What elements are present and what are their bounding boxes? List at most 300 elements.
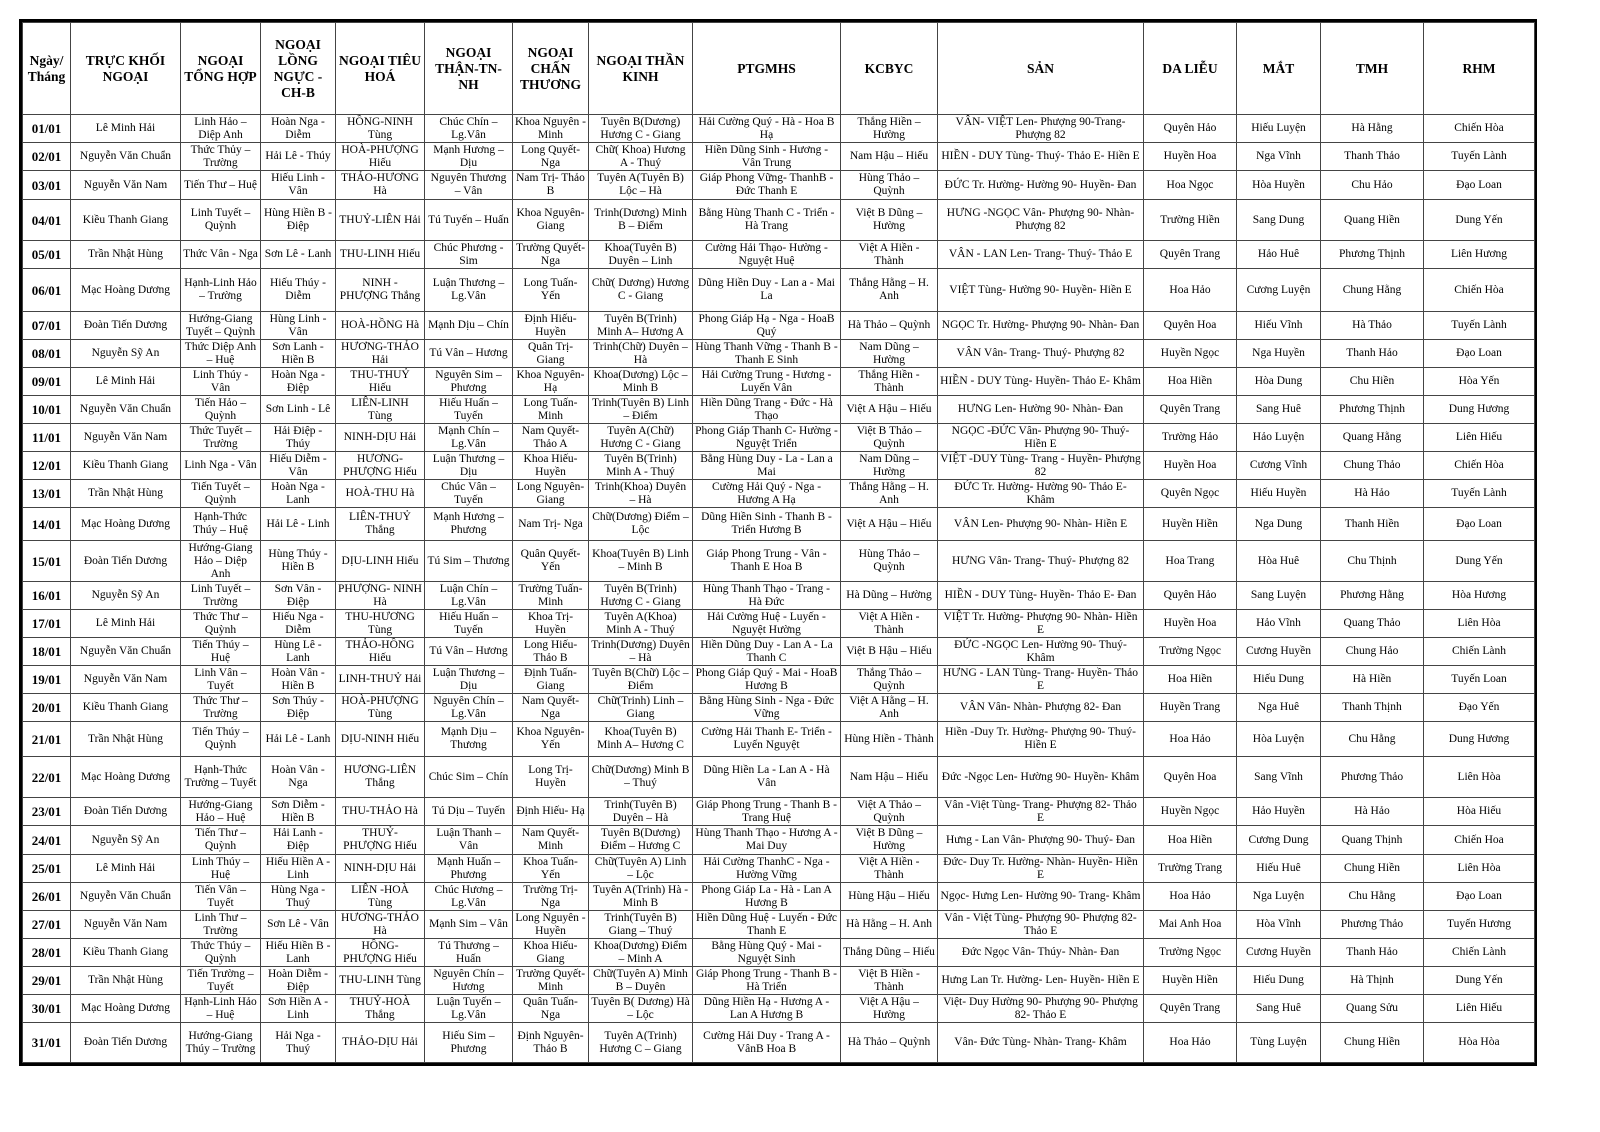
cell-dermatology: Hoa Hảo	[1144, 722, 1237, 757]
cell-anesthesia: Dũng Hiền Sinh - Thanh B - Triển Hương B	[693, 508, 841, 541]
cell-ophthalmology: Nga Vĩnh	[1237, 143, 1321, 171]
cell-anesthesia: Hải Cường Quý - Hà - Hoa B Hạ	[693, 115, 841, 143]
cell-dermatology: Trường Trang	[1144, 855, 1237, 883]
cell-kcbyc: Việt B Hiền - Thành	[841, 967, 938, 995]
cell-dental: Tuyến Lành	[1424, 312, 1535, 340]
cell-dermatology: Quyên Trang	[1144, 396, 1237, 424]
cell-trauma-surgery: Trường Quyết- Nga	[513, 241, 589, 269]
cell-digestive-surgery: NINH - PHƯỢNG Thắng	[336, 269, 425, 312]
cell-ophthalmology: Nga Dung	[1237, 508, 1321, 541]
cell-date: 30/01	[23, 995, 71, 1023]
cell-urology-surgery: Tú Thương – Huấn	[425, 939, 513, 967]
cell-duty-chief: Đoàn Tiến Dương	[71, 541, 181, 582]
cell-duty-chief: Mạc Hoàng Dương	[71, 269, 181, 312]
cell-obstetrics: Ngọc- Hưng Len- Hường 90- Trang- Khâm	[938, 883, 1144, 911]
header-thoracic-surgery: NGOẠI LỒNG NGỰC -CH-B	[261, 23, 336, 115]
cell-ent: Quang Hiền	[1321, 200, 1424, 241]
cell-ophthalmology: Hảo Luyện	[1237, 424, 1321, 452]
cell-trauma-surgery: Khoa Nguyên - Minh	[513, 115, 589, 143]
cell-duty-chief: Kiều Thanh Giang	[71, 694, 181, 722]
cell-ophthalmology: Cương Vĩnh	[1237, 452, 1321, 480]
cell-ophthalmology: Cương Dung	[1237, 826, 1321, 855]
cell-ent: Hà Hảo	[1321, 798, 1424, 826]
cell-duty-chief: Đoàn Tiến Dương	[71, 798, 181, 826]
cell-anesthesia: Hiền Dũng Huệ - Luyến - Đức Thanh E	[693, 911, 841, 939]
cell-digestive-surgery: DỊU-NINH Hiếu	[336, 722, 425, 757]
cell-obstetrics: Vân -Việt Tùng- Trang- Phượng 82- Thảo E	[938, 798, 1144, 826]
cell-ent: Phương Thịnh	[1321, 396, 1424, 424]
cell-ophthalmology: Cương Huyền	[1237, 939, 1321, 967]
cell-urology-surgery: Tú Vân – Hương	[425, 638, 513, 666]
cell-general-surgery: Tiến Hảo – Quỳnh	[181, 396, 261, 424]
cell-urology-surgery: Chúc Sim – Chín	[425, 757, 513, 798]
cell-date: 05/01	[23, 241, 71, 269]
cell-trauma-surgery: Định Tuấn- Giang	[513, 666, 589, 694]
cell-thoracic-surgery: Hoàn Nga - Lanh	[261, 480, 336, 508]
cell-general-surgery: Tiến Thư – Quỳnh	[181, 826, 261, 855]
cell-trauma-surgery: Long Trị- Huyền	[513, 757, 589, 798]
cell-duty-chief: Nguyễn Sỹ An	[71, 582, 181, 610]
cell-obstetrics: HƯNG -NGỌC Vân- Phượng 90- Nhàn- Phượng 82	[938, 200, 1144, 241]
header-ophthalmology: MẮT	[1237, 23, 1321, 115]
cell-general-surgery: Hướng-Giang Hảo – Huệ	[181, 798, 261, 826]
header-date: Ngày/ Tháng	[23, 23, 71, 115]
cell-trauma-surgery: Quân Quyết- Yến	[513, 541, 589, 582]
cell-digestive-surgery: THUỶ-HOÀ Thắng	[336, 995, 425, 1023]
header-dermatology: DA LIỄU	[1144, 23, 1237, 115]
cell-general-surgery: Linh Thúy – Huệ	[181, 855, 261, 883]
cell-urology-surgery: Luận Tuyến – Lg.Vân	[425, 995, 513, 1023]
cell-general-surgery: Tiến Trường – Tuyết	[181, 967, 261, 995]
table-row	[23, 722, 1535, 757]
cell-digestive-surgery: LINH-THUỶ Hải	[336, 666, 425, 694]
cell-general-surgery: Thức Thư – Quỳnh	[181, 610, 261, 638]
cell-dental: Chiến Hoa	[1424, 826, 1535, 855]
cell-obstetrics: HƯNG - LAN Tùng- Trang- Huyền- Thảo E	[938, 666, 1144, 694]
cell-duty-chief: Nguyễn Văn Chuẩn	[71, 143, 181, 171]
cell-dental: Dung Yến	[1424, 967, 1535, 995]
cell-dental: Dung Hương	[1424, 396, 1535, 424]
cell-dermatology: Hoa Hiền	[1144, 666, 1237, 694]
cell-duty-chief: Đoàn Tiến Dương	[71, 312, 181, 340]
header-duty-chief: TRỰC KHỐI NGOẠI	[71, 23, 181, 115]
table-row	[23, 424, 1535, 452]
cell-kcbyc: Thắng Hằng – H. Anh	[841, 480, 938, 508]
cell-ophthalmology: Hảo Huê	[1237, 241, 1321, 269]
cell-digestive-surgery: HỒNG- PHƯỢNG Hiếu	[336, 939, 425, 967]
cell-neurosurgery: Trinh(Khoa) Duyên – Hà	[589, 480, 693, 508]
cell-urology-surgery: Mạnh Chín – Lg.Vân	[425, 424, 513, 452]
cell-dental: Liên Hiếu	[1424, 995, 1535, 1023]
cell-date: 20/01	[23, 694, 71, 722]
cell-dental: Tuyến Lành	[1424, 480, 1535, 508]
cell-dermatology: Mai Anh Hoa	[1144, 911, 1237, 939]
cell-general-surgery: Linh Thư – Trường	[181, 911, 261, 939]
cell-ent: Hà Thịnh	[1321, 967, 1424, 995]
cell-date: 08/01	[23, 340, 71, 368]
cell-thoracic-surgery: Hùng Thúy - Hiền B	[261, 541, 336, 582]
cell-ophthalmology: Hảo Huyền	[1237, 798, 1321, 826]
cell-thoracic-surgery: Hải Lê - Thúy	[261, 143, 336, 171]
cell-obstetrics: HIỀN - DUY Tùng- Huyền- Thảo E- Đan	[938, 582, 1144, 610]
cell-trauma-surgery: Nam Quyết- Nga	[513, 694, 589, 722]
table-row	[23, 241, 1535, 269]
cell-dental: Tuyến Loan	[1424, 666, 1535, 694]
header-kcbyc: KCBYC	[841, 23, 938, 115]
cell-digestive-surgery: THẢO-HỒNG Hiếu	[336, 638, 425, 666]
cell-dermatology: Huyền Ngọc	[1144, 340, 1237, 368]
cell-ent: Hà Thảo	[1321, 312, 1424, 340]
cell-thoracic-surgery: Hiếu Linh - Vân	[261, 171, 336, 200]
cell-urology-surgery: Hiếu Sim – Phương	[425, 1023, 513, 1063]
table-row	[23, 666, 1535, 694]
cell-trauma-surgery: Khoa Tuấn- Yến	[513, 855, 589, 883]
cell-anesthesia: Hùng Thanh Vững - Thanh B - Thanh E Sinh	[693, 340, 841, 368]
cell-urology-surgery: Mạnh Dịu – Thương	[425, 722, 513, 757]
cell-neurosurgery: Tuyên B(Trinh) Minh A - Thuý	[589, 452, 693, 480]
cell-obstetrics: Hưng Lan Tr. Hường- Len- Huyền- Hiền E	[938, 967, 1144, 995]
cell-kcbyc: Thắng Thảo – Quỳnh	[841, 666, 938, 694]
cell-kcbyc: Hùng Hậu – Hiếu	[841, 883, 938, 911]
cell-ent: Chung Hằng	[1321, 269, 1424, 312]
table-row	[23, 452, 1535, 480]
cell-digestive-surgery: THU-THUỶ Hiếu	[336, 368, 425, 396]
cell-general-surgery: Tiến Thư – Huệ	[181, 171, 261, 200]
cell-kcbyc: Việt B Thảo – Quỳnh	[841, 424, 938, 452]
cell-ophthalmology: Nga Luyện	[1237, 883, 1321, 911]
header-neurosurgery: NGOẠI THẦN KINH	[589, 23, 693, 115]
cell-dental: Liên Hòa	[1424, 855, 1535, 883]
cell-obstetrics: NGỌC Tr. Hường- Phượng 90- Nhàn- Đan	[938, 312, 1144, 340]
cell-date: 31/01	[23, 1023, 71, 1063]
cell-neurosurgery: Chữ(Trinh) Linh – Giang	[589, 694, 693, 722]
cell-anesthesia: Giáp Phong Vững- ThanhB - Đức Thanh E	[693, 171, 841, 200]
cell-dermatology: Quyên Hảo	[1144, 115, 1237, 143]
cell-neurosurgery: Trinh(Dương) Duyên – Hà	[589, 638, 693, 666]
cell-trauma-surgery: Long Nguyên- Giang	[513, 480, 589, 508]
table-row	[23, 143, 1535, 171]
cell-date: 11/01	[23, 424, 71, 452]
cell-date: 26/01	[23, 883, 71, 911]
table-row	[23, 757, 1535, 798]
cell-thoracic-surgery: Sơn Lanh - Hiền B	[261, 340, 336, 368]
cell-obstetrics: HƯNG Vân- Trang- Thuý- Phượng 82	[938, 541, 1144, 582]
cell-urology-surgery: Tú Tuyến – Huấn	[425, 200, 513, 241]
cell-thoracic-surgery: Hoàn Nga - Điệp	[261, 368, 336, 396]
cell-date: 22/01	[23, 757, 71, 798]
duty-schedule-frame	[19, 19, 1537, 1066]
cell-dental: Hòa Hòa	[1424, 1023, 1535, 1063]
cell-anesthesia: Hải Cường ThanhC - Nga - Hường Vững	[693, 855, 841, 883]
cell-neurosurgery: Chữ(Dương) Minh B – Thuý	[589, 757, 693, 798]
cell-urology-surgery: Nguyên Chín – Hương	[425, 967, 513, 995]
cell-general-surgery: Thức Diệp Anh – Huệ	[181, 340, 261, 368]
cell-neurosurgery: Khoa(Dương) Điểm – Minh A	[589, 939, 693, 967]
cell-digestive-surgery: DỊU-LINH Hiếu	[336, 541, 425, 582]
header-row	[23, 23, 1535, 115]
cell-trauma-surgery: Định Hiếu- Huyền	[513, 312, 589, 340]
cell-trauma-surgery: Quân Tuấn- Nga	[513, 995, 589, 1023]
cell-general-surgery: Hạnh-Linh Hảo – Huệ	[181, 995, 261, 1023]
cell-digestive-surgery: HOÀ-PHƯỢNG Hiếu	[336, 143, 425, 171]
table-row	[23, 396, 1535, 424]
cell-trauma-surgery: Khoa Nguyên- Yến	[513, 722, 589, 757]
cell-neurosurgery: Trinh(Tuyên B) Linh – Điểm	[589, 396, 693, 424]
cell-kcbyc: Việt A Hậu – Hiếu	[841, 396, 938, 424]
table-row	[23, 269, 1535, 312]
cell-digestive-surgery: PHƯỢNG- NINH Hà	[336, 582, 425, 610]
cell-general-surgery: Thức Tuyết – Trường	[181, 424, 261, 452]
cell-duty-chief: Mạc Hoàng Dương	[71, 757, 181, 798]
cell-thoracic-surgery: Sơn Lê - Lanh	[261, 241, 336, 269]
table-row	[23, 939, 1535, 967]
cell-urology-surgery: Nguyên Thương – Vân	[425, 171, 513, 200]
cell-obstetrics: ĐỨC -NGỌC Len- Hường 90- Thuý- Khâm	[938, 638, 1144, 666]
cell-ent: Chung Thảo	[1321, 452, 1424, 480]
cell-obstetrics: NGỌC -ĐỨC Vân- Phượng 90- Thuý- Hiền E	[938, 424, 1144, 452]
cell-thoracic-surgery: Sơn Linh - Lê	[261, 396, 336, 424]
cell-ophthalmology: Hảo Vĩnh	[1237, 610, 1321, 638]
cell-general-surgery: Linh Hảo – Diệp Anh	[181, 115, 261, 143]
cell-obstetrics: VÂN Vân- Trang- Thuý- Phượng 82	[938, 340, 1144, 368]
cell-digestive-surgery: THU-THẢO Hà	[336, 798, 425, 826]
cell-kcbyc: Nam Dũng – Hường	[841, 340, 938, 368]
cell-kcbyc: Việt A Thảo – Quỳnh	[841, 798, 938, 826]
table-row	[23, 541, 1535, 582]
cell-obstetrics: HIỀN - DUY Tùng- Huyền- Thảo E- Khâm	[938, 368, 1144, 396]
header-general-surgery: NGOẠI TỔNG HỢP	[181, 23, 261, 115]
cell-date: 10/01	[23, 396, 71, 424]
cell-general-surgery: Thức Thúy – Quỳnh	[181, 939, 261, 967]
cell-date: 28/01	[23, 939, 71, 967]
cell-urology-surgery: Luận Thương – Dịu	[425, 452, 513, 480]
cell-ent: Chung Hiền	[1321, 1023, 1424, 1063]
cell-dental: Tuyến Lành	[1424, 143, 1535, 171]
cell-urology-surgery: Chúc Phương - Sim	[425, 241, 513, 269]
cell-neurosurgery: Chữ( Khoa) Hương A - Thuý	[589, 143, 693, 171]
cell-kcbyc: Việt A Hiền - Thành	[841, 610, 938, 638]
cell-urology-surgery: Tú Sim – Thương	[425, 541, 513, 582]
cell-thoracic-surgery: Sơn Vân - Điệp	[261, 582, 336, 610]
cell-digestive-surgery: LIÊN -HOÀ Tùng	[336, 883, 425, 911]
cell-duty-chief: Kiều Thanh Giang	[71, 452, 181, 480]
cell-anesthesia: Phong Giáp Quý - Mai - HoaB Hương B	[693, 666, 841, 694]
cell-kcbyc: Việt A Hằng – H. Anh	[841, 694, 938, 722]
cell-dental: Tuyến Hương	[1424, 911, 1535, 939]
cell-ent: Thanh Hảo	[1321, 939, 1424, 967]
cell-neurosurgery: Tuyên A(Trinh) Hương C – Giang	[589, 1023, 693, 1063]
cell-duty-chief: Kiều Thanh Giang	[71, 939, 181, 967]
cell-duty-chief: Lê Minh Hải	[71, 115, 181, 143]
cell-duty-chief: Nguyễn Văn Nam	[71, 666, 181, 694]
cell-dermatology: Quyên Ngọc	[1144, 480, 1237, 508]
cell-dermatology: Trường Hảo	[1144, 424, 1237, 452]
cell-dermatology: Hoa Trang	[1144, 541, 1237, 582]
cell-anesthesia: Hải Cường Huệ - Luyến - Nguyệt Hường	[693, 610, 841, 638]
cell-dermatology: Huyền Hiền	[1144, 967, 1237, 995]
cell-thoracic-surgery: Hùng Linh - Vân	[261, 312, 336, 340]
cell-trauma-surgery: Khoa Trị- Huyền	[513, 610, 589, 638]
cell-digestive-surgery: HOÀ-PHƯỢNG Tùng	[336, 694, 425, 722]
cell-general-surgery: Tiến Tuyết – Quỳnh	[181, 480, 261, 508]
cell-general-surgery: Thức Thư – Trường	[181, 694, 261, 722]
header-obstetrics: SẢN	[938, 23, 1144, 115]
cell-duty-chief: Lê Minh Hải	[71, 610, 181, 638]
cell-trauma-surgery: Định Hiếu- Hạ	[513, 798, 589, 826]
cell-duty-chief: Nguyễn Văn Nam	[71, 171, 181, 200]
cell-dental: Chiến Lành	[1424, 638, 1535, 666]
cell-anesthesia: Cường Hải Thạo- Hường - Nguyệt Huệ	[693, 241, 841, 269]
cell-obstetrics: Đức- Duy Tr. Hường- Nhàn- Huyền- Hiền E	[938, 855, 1144, 883]
cell-duty-chief: Lê Minh Hải	[71, 368, 181, 396]
cell-neurosurgery: Chữ( Dương) Hương C - Giang	[589, 269, 693, 312]
cell-ent: Thanh Thảo	[1321, 143, 1424, 171]
cell-digestive-surgery: THẢO-HƯƠNG Hà	[336, 171, 425, 200]
cell-ent: Quang Thảo	[1321, 610, 1424, 638]
cell-duty-chief: Trần Nhật Hùng	[71, 967, 181, 995]
cell-dental: Đạo Loan	[1424, 171, 1535, 200]
table-row	[23, 798, 1535, 826]
cell-thoracic-surgery: Hải Lê - Lanh	[261, 722, 336, 757]
cell-ophthalmology: Hòa Huyền	[1237, 171, 1321, 200]
cell-date: 23/01	[23, 798, 71, 826]
cell-thoracic-surgery: Sơn Hiền A - Linh	[261, 995, 336, 1023]
cell-kcbyc: Việt B Dũng – Hường	[841, 826, 938, 855]
cell-general-surgery: Hạnh-Thức Trường – Tuyết	[181, 757, 261, 798]
cell-anesthesia: Bằng Hùng Thanh C - Triển - Hà Trang	[693, 200, 841, 241]
cell-digestive-surgery: HOÀ-THU Hà	[336, 480, 425, 508]
cell-duty-chief: Nguyễn Văn Nam	[71, 424, 181, 452]
cell-duty-chief: Mạc Hoàng Dương	[71, 508, 181, 541]
cell-obstetrics: Vân- Đức Tùng- Nhàn- Trang- Khâm	[938, 1023, 1144, 1063]
cell-date: 25/01	[23, 855, 71, 883]
cell-anesthesia: Phong Giáp Thanh C- Hường - Nguyệt Triển	[693, 424, 841, 452]
cell-thoracic-surgery: Sơn Diễm - Hiền B	[261, 798, 336, 826]
cell-ent: Quang Thịnh	[1321, 826, 1424, 855]
cell-dental: Liên Hòa	[1424, 757, 1535, 798]
cell-ent: Phương Thảo	[1321, 757, 1424, 798]
cell-neurosurgery: Chữ(Tuyên A) Linh – Lộc	[589, 855, 693, 883]
cell-ophthalmology: Sang Luyện	[1237, 582, 1321, 610]
cell-thoracic-surgery: Sơn Thúy - Điệp	[261, 694, 336, 722]
cell-dermatology: Hoa Ngọc	[1144, 171, 1237, 200]
cell-anesthesia: Hiền Dũng Sinh - Hương - Vân Trung	[693, 143, 841, 171]
cell-anesthesia: Hùng Thanh Thạo - Hương A - Mai Duy	[693, 826, 841, 855]
cell-digestive-surgery: NINH-DỊU Hải	[336, 424, 425, 452]
cell-ophthalmology: Sang Huê	[1237, 396, 1321, 424]
cell-ent: Chu Hằng	[1321, 722, 1424, 757]
cell-neurosurgery: Trinh(Chữ) Duyên – Hà	[589, 340, 693, 368]
cell-dermatology: Hoa Hảo	[1144, 1023, 1237, 1063]
cell-dermatology: Quyên Hảo	[1144, 582, 1237, 610]
cell-trauma-surgery: Khoa Hiếu- Huyền	[513, 452, 589, 480]
cell-ophthalmology: Hòa Dung	[1237, 368, 1321, 396]
cell-digestive-surgery: HOÀ-HỒNG Hà	[336, 312, 425, 340]
cell-general-surgery: Tiến Thúy – Huệ	[181, 638, 261, 666]
cell-anesthesia: Cường Hải Quý - Nga - Hương A Hạ	[693, 480, 841, 508]
cell-ophthalmology: Nga Huyền	[1237, 340, 1321, 368]
cell-neurosurgery: Tuyên A(Tuyên B) Lộc – Hà	[589, 171, 693, 200]
cell-ent: Phương Hằng	[1321, 582, 1424, 610]
cell-date: 12/01	[23, 452, 71, 480]
cell-thoracic-surgery: Hoàn Nga - Diễm	[261, 115, 336, 143]
cell-thoracic-surgery: Hiếu Hiền B - Lanh	[261, 939, 336, 967]
duty-schedule-table	[22, 22, 1535, 1063]
cell-trauma-surgery: Khoa Nguyên- Hạ	[513, 368, 589, 396]
cell-dermatology: Hoa Hảo	[1144, 883, 1237, 911]
cell-neurosurgery: Trinh(Tuyên B) Giang – Thuý	[589, 911, 693, 939]
cell-thoracic-surgery: Hiếu Thúy - Diễm	[261, 269, 336, 312]
cell-date: 18/01	[23, 638, 71, 666]
cell-trauma-surgery: Nam Quyết- Minh	[513, 826, 589, 855]
cell-date: 04/01	[23, 200, 71, 241]
cell-ent: Hà Hằng	[1321, 115, 1424, 143]
cell-date: 03/01	[23, 171, 71, 200]
cell-general-surgery: Linh Tuyết – Quỳnh	[181, 200, 261, 241]
cell-neurosurgery: Khoa(Tuyên B) Linh – Minh B	[589, 541, 693, 582]
header-trauma-surgery: NGOẠI CHẤN THƯƠNG	[513, 23, 589, 115]
cell-trauma-surgery: Khoa Hiếu- Giang	[513, 939, 589, 967]
cell-trauma-surgery: Nam Trị- Thảo B	[513, 171, 589, 200]
cell-dermatology: Quyên Hoa	[1144, 757, 1237, 798]
cell-ophthalmology: Tùng Luyện	[1237, 1023, 1321, 1063]
cell-urology-surgery: Luận Thanh – Vân	[425, 826, 513, 855]
cell-kcbyc: Thắng Dũng – Hiếu	[841, 939, 938, 967]
cell-kcbyc: Hà Thảo – Quỳnh	[841, 312, 938, 340]
cell-digestive-surgery: THUỶ- PHƯỢNG Hiếu	[336, 826, 425, 855]
cell-dermatology: Hoa Hảo	[1144, 269, 1237, 312]
cell-neurosurgery: Khoa(Tuyên B) Minh A– Hương C	[589, 722, 693, 757]
cell-urology-surgery: Nguyên Chín – Lg.Vân	[425, 694, 513, 722]
cell-anesthesia: Giáp Phong Trung - Vân - Thanh E Hoa B	[693, 541, 841, 582]
cell-obstetrics: Hiền -Duy Tr. Hường- Phượng 90- Thuý- Hiền E	[938, 722, 1144, 757]
table-row	[23, 883, 1535, 911]
cell-neurosurgery: Tuyên B(Trinh) Minh A– Hương A	[589, 312, 693, 340]
cell-trauma-surgery: Định Nguyên- Thảo B	[513, 1023, 589, 1063]
cell-dermatology: Hoa Hiền	[1144, 368, 1237, 396]
cell-ent: Hà Hảo	[1321, 480, 1424, 508]
cell-obstetrics: ĐỨC Tr. Hường- Hường 90- Huyền- Đan	[938, 171, 1144, 200]
cell-digestive-surgery: THUỶ-LIÊN Hải	[336, 200, 425, 241]
cell-dermatology: Quyên Hoa	[1144, 312, 1237, 340]
cell-kcbyc: Nam Hậu – Hiếu	[841, 757, 938, 798]
cell-date: 14/01	[23, 508, 71, 541]
cell-ophthalmology: Hiếu Luyện	[1237, 115, 1321, 143]
cell-kcbyc: Thắng Hằng – H. Anh	[841, 269, 938, 312]
cell-dental: Liên Hiếu	[1424, 424, 1535, 452]
cell-neurosurgery: Tuyên B(Dương) Hương C - Giang	[589, 115, 693, 143]
table-row	[23, 694, 1535, 722]
cell-ent: Chu Hằng	[1321, 883, 1424, 911]
cell-urology-surgery: Luận Thương – Dịu	[425, 666, 513, 694]
cell-kcbyc: Việt A Hậu – Hiếu	[841, 508, 938, 541]
cell-date: 02/01	[23, 143, 71, 171]
cell-thoracic-surgery: Hải Lanh - Điệp	[261, 826, 336, 855]
cell-ent: Phương Thịnh	[1321, 241, 1424, 269]
cell-anesthesia: Dũng Hiền La - Lan A - Hà Vân	[693, 757, 841, 798]
cell-ophthalmology: Sang Vĩnh	[1237, 757, 1321, 798]
cell-duty-chief: Trần Nhật Hùng	[71, 722, 181, 757]
cell-ophthalmology: Hòa Vĩnh	[1237, 911, 1321, 939]
cell-dental: Đạo Loan	[1424, 508, 1535, 541]
cell-general-surgery: Linh Thúy - Vân	[181, 368, 261, 396]
cell-dermatology: Trường Ngọc	[1144, 939, 1237, 967]
cell-digestive-surgery: THU-LINH Tùng	[336, 967, 425, 995]
cell-anesthesia: Bằng Hùng Duy - La - Lan a Mai	[693, 452, 841, 480]
cell-obstetrics: Vân - Việt Tùng- Phượng 90- Phượng 82- Thảo E	[938, 911, 1144, 939]
cell-ent: Chung Hảo	[1321, 638, 1424, 666]
cell-duty-chief: Nguyễn Văn Chuẩn	[71, 883, 181, 911]
